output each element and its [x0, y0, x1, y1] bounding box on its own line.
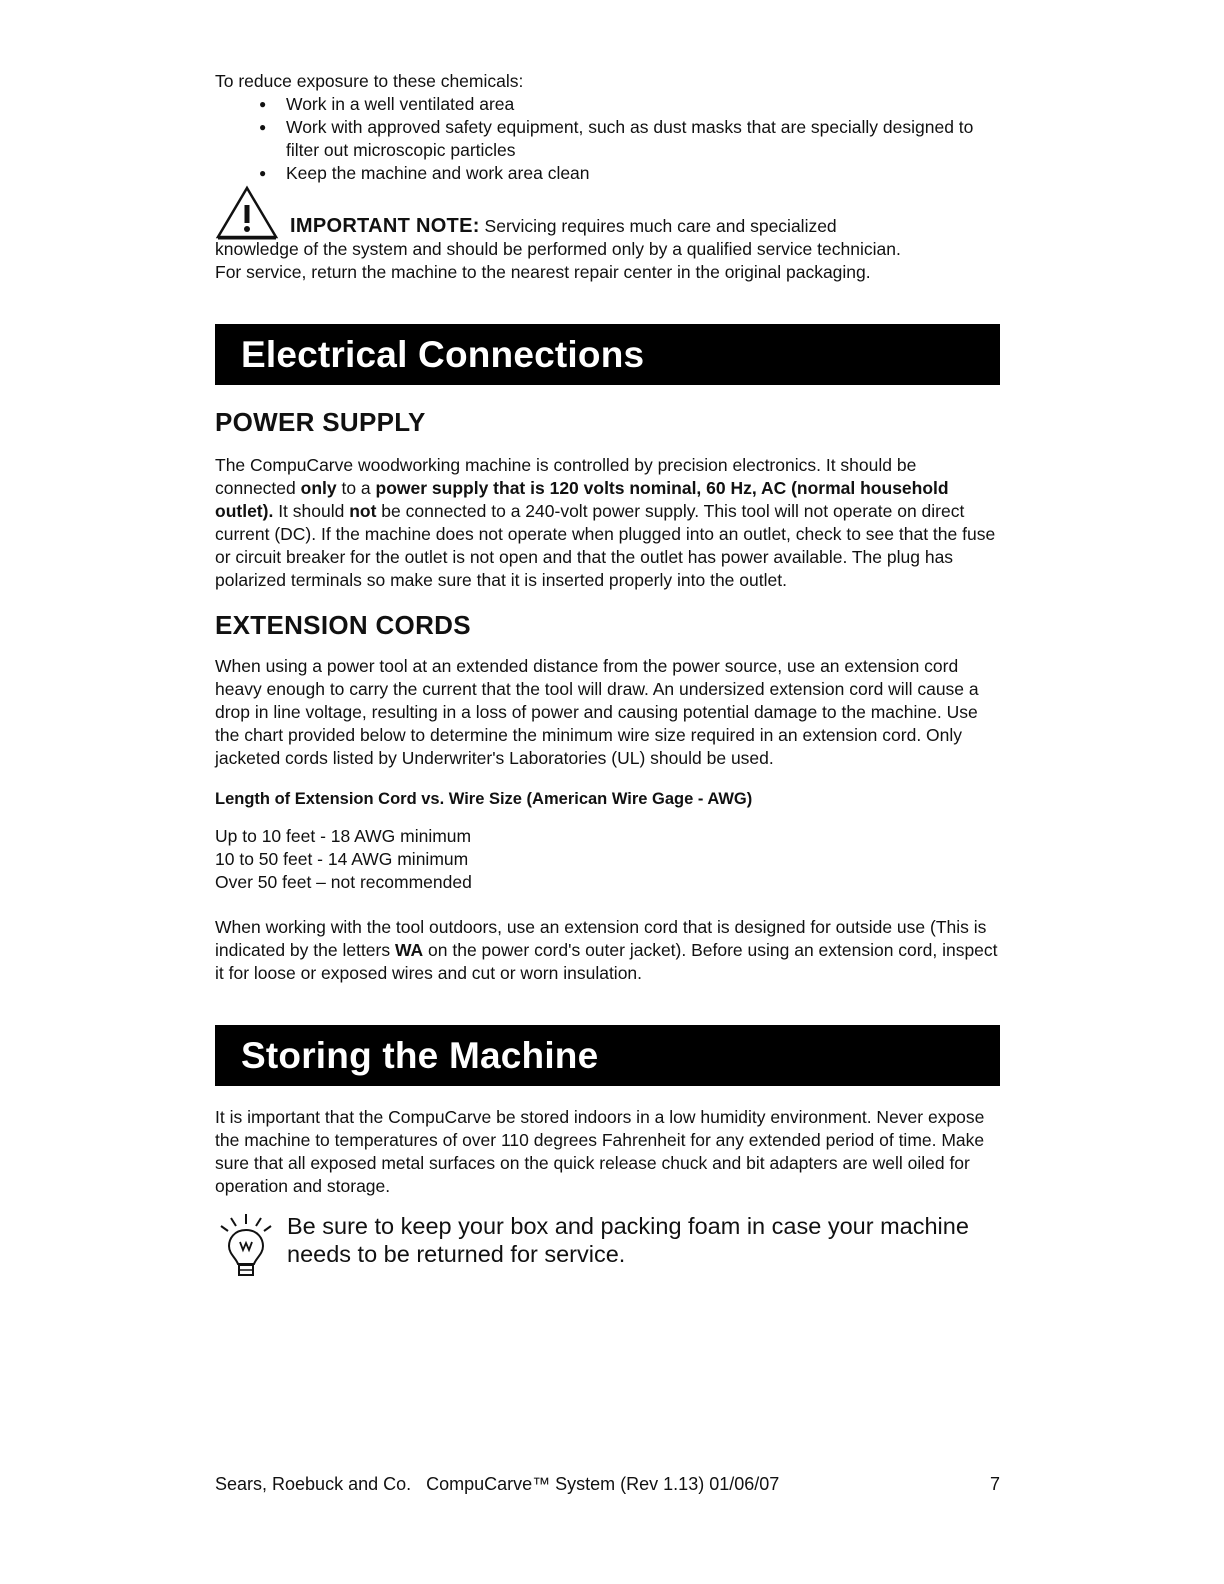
important-note-line2: knowledge of the system and should be performed only by a qualified service technician.: [215, 239, 901, 259]
power-supply-heading: POWER SUPPLY: [215, 407, 426, 437]
important-note-line1: Servicing requires much care and specialized: [484, 216, 837, 236]
extension-cords-heading: EXTENSION CORDS: [215, 610, 471, 640]
page-number: 7: [989, 1474, 1000, 1494]
list-item: ● Work in a well ventilated area: [259, 94, 515, 114]
chemicals-list: [215, 93, 1000, 185]
list-item: ● Work with approved safety equipment, such as dust masks that are specially designed to filter out microscopic particles: [259, 117, 974, 160]
list-item: Up to 10 feet - 18 AWG minimum: [215, 826, 472, 846]
manual-page: [215, 70, 1000, 1282]
list-item: ● Keep the machine and work area clean: [259, 163, 590, 183]
list-item: Over 50 feet – not recommended: [215, 872, 472, 892]
lightbulb-icon: [215, 1212, 277, 1284]
wire-size-list: [215, 825, 1000, 894]
wire-size-subheading: Length of Extension Cord vs. Wire Size (American Wire Gage - AWG): [215, 790, 753, 808]
storing-paragraph: It is important that the CompuCarve be stored indoors in a low humidity environment. Never expose the machine to temperatures of over 110 degrees Fahrenheit for any extended period of time. Make sure that all exposed metal surfaces on the quick release chuck and bit adapters are well oiled for operation and storage.: [215, 1107, 985, 1196]
bullet-icon: ●: [259, 166, 267, 180]
storing-machine-banner: Storing the Machine: [215, 1025, 1000, 1086]
footer-text: Sears, Roebuck and Co. CompuCarve™ System (Rev 1.13) 01/06/07: [215, 1474, 780, 1494]
important-note-line3: For service, return the machine to the nearest repair center in the original packaging.: [215, 262, 871, 282]
outdoor-use-paragraph: When working with the tool outdoors, use an extension cord that is designed for outside use (This is indicated by the letters WA on the power cord's outer jacket). Before using an extension cord, inspect it for loose or exposed wires and cut or worn insulation.: [215, 917, 998, 983]
bullet-icon: ●: [259, 120, 267, 134]
extension-cords-paragraph: When using a power tool at an extended distance from the power source, use an extension cord heavy enough to carry the current that the tool will draw. An undersized extension cord will cause a drop in line voltage, resulting in a loss of power and causing potential damage to the machine. Use the chart provided below to determine the minimum wire size required in an extension cord. Only jacketed cords listed by Underwriter's Laboratories (UL) should be used.: [215, 656, 979, 768]
chemicals-intro: To reduce exposure to these chemicals:: [215, 71, 524, 91]
bullet-icon: ●: [259, 97, 267, 111]
power-supply-paragraph: The CompuCarve woodworking machine is controlled by precision electronics. It should be connected only to a power supply that is 120 volts nominal, 60 Hz, AC (normal household outlet). It should not be connected to a 240-volt power supply. This tool will not operate on direct current (DC). If the machine does not operate when plugged into an outlet, check to see that the fuse or circuit breaker for the outlet is not open and that the outlet has power available. The plug has polarized terminals so make sure that it is inserted properly into the outlet.: [215, 455, 996, 590]
important-note-title: IMPORTANT NOTE:: [290, 215, 480, 237]
page-footer: [215, 1474, 1000, 1495]
list-item: 10 to 50 feet - 14 AWG minimum: [215, 849, 469, 869]
important-note: [215, 215, 1000, 284]
electrical-connections-banner: Electrical Connections: [215, 324, 1000, 385]
tip-text: Be sure to keep your box and packing foam in case your machine needs to be returned for service.: [287, 1213, 969, 1267]
tip-callout: [215, 1212, 1000, 1282]
warning-triangle-icon: [215, 185, 279, 241]
